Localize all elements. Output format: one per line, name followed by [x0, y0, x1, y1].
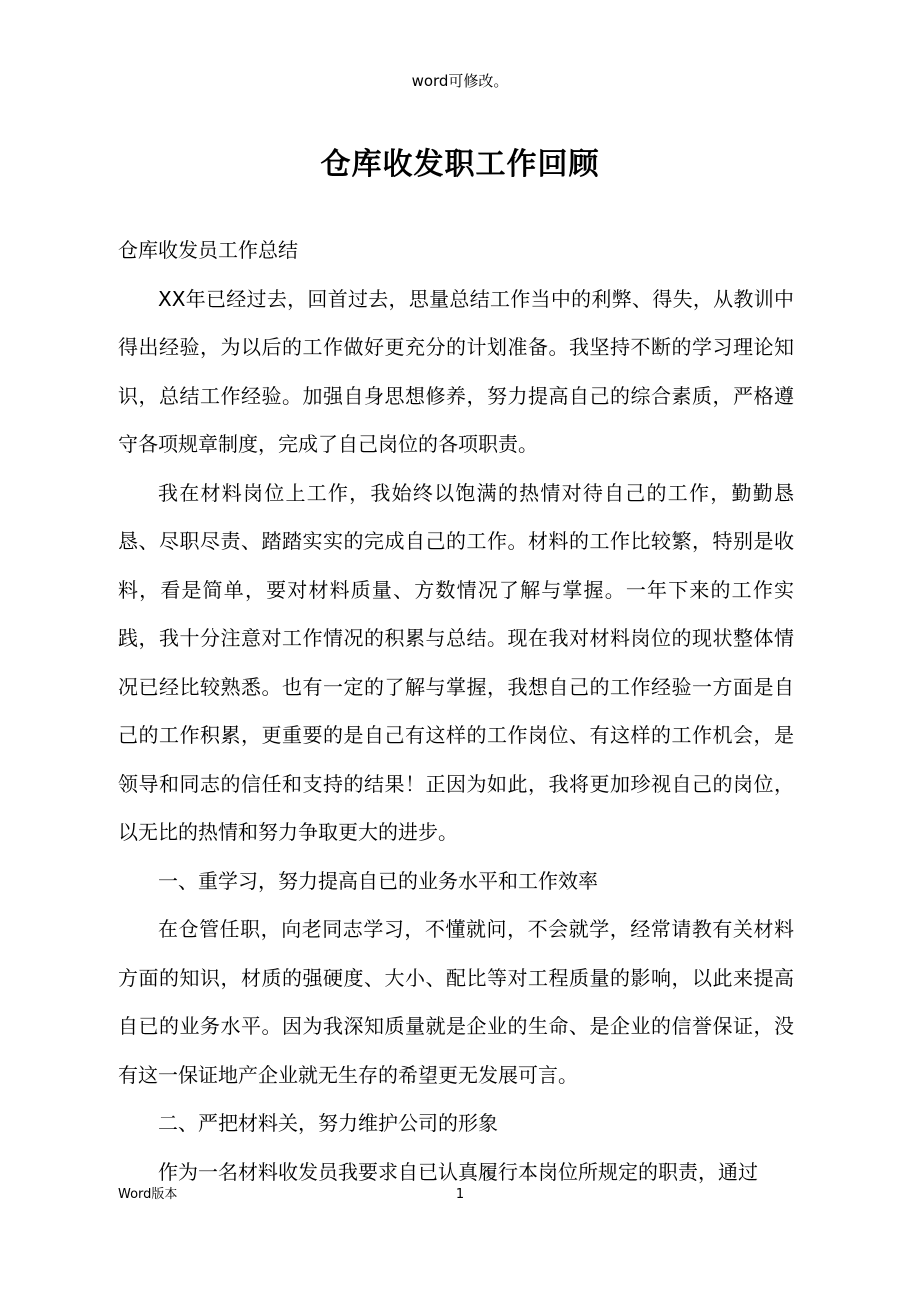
document-title: 仓库收发职工作回顾: [320, 147, 600, 182]
section-heading-study: 一、重学习，努力提高自已的业务水平和工作效率: [158, 868, 598, 893]
document-body: [118, 226, 794, 1196]
header-note: word可修改。: [411, 72, 509, 90]
paragraph-intro: XX年已经过去，回首过去，思量总结工作当中的利弊、得失，从教训中得出经验，为以后的工作做好更充分的计划准备。我坚持不断的学习理论知识，总结工作经验。加强自身思想修养，努力提高自己的综合素质，严格遵守各项规章制度，完成了自己岗位的各项职责。: [118, 286, 794, 456]
section-heading-quality: 二、严把材料关，努力维护公司的形象: [158, 1111, 498, 1135]
paragraph-quality: 作为一名材料收发员我要求自已认真履行本岗位所规定的职责，通过: [158, 1159, 758, 1184]
footer-label: Word版本: [118, 1187, 178, 1202]
paragraph-materials-post: 我在材料岗位上工作，我始终以饱满的热情对待自己的工作，勤勤恳恳、尽职尽责、踏踏实实的完成自己的工作。材料的工作比较繁，特别是收料，看是简单，要对材料质量、方数情况了解与掌握。一年下来的工作实践，我十分注意对工作情况的积累与总结。现在我对材料岗位的现状整体情况已经比较熟悉。也有一定的了解与掌握，我想自己的工作经验一方面是自己的工作积累，更重要的是自己有这样的工作岗位、有这样的工作机会，是领导和同志的信任和支持的结果！正因为如此，我将更加珍视自己的岗位，以无比的热情和努力争取更大的进步。: [118, 480, 794, 844]
footer-page-number: 1: [455, 1187, 465, 1202]
paragraph-study: 在仓管任职，向老同志学习，不懂就问，不会就学，经常请教有关材料方面的知识，材质的强硬度、大小、配比等对工程质量的影响，以此来提高自已的业务水平。因为我深知质量就是企业的生命、是企业的信誉保证，没有这一保证地产企业就无生存的希望更无发展可言。: [118, 917, 794, 1087]
document-subtitle: 仓库收发员工作总结: [118, 238, 298, 262]
